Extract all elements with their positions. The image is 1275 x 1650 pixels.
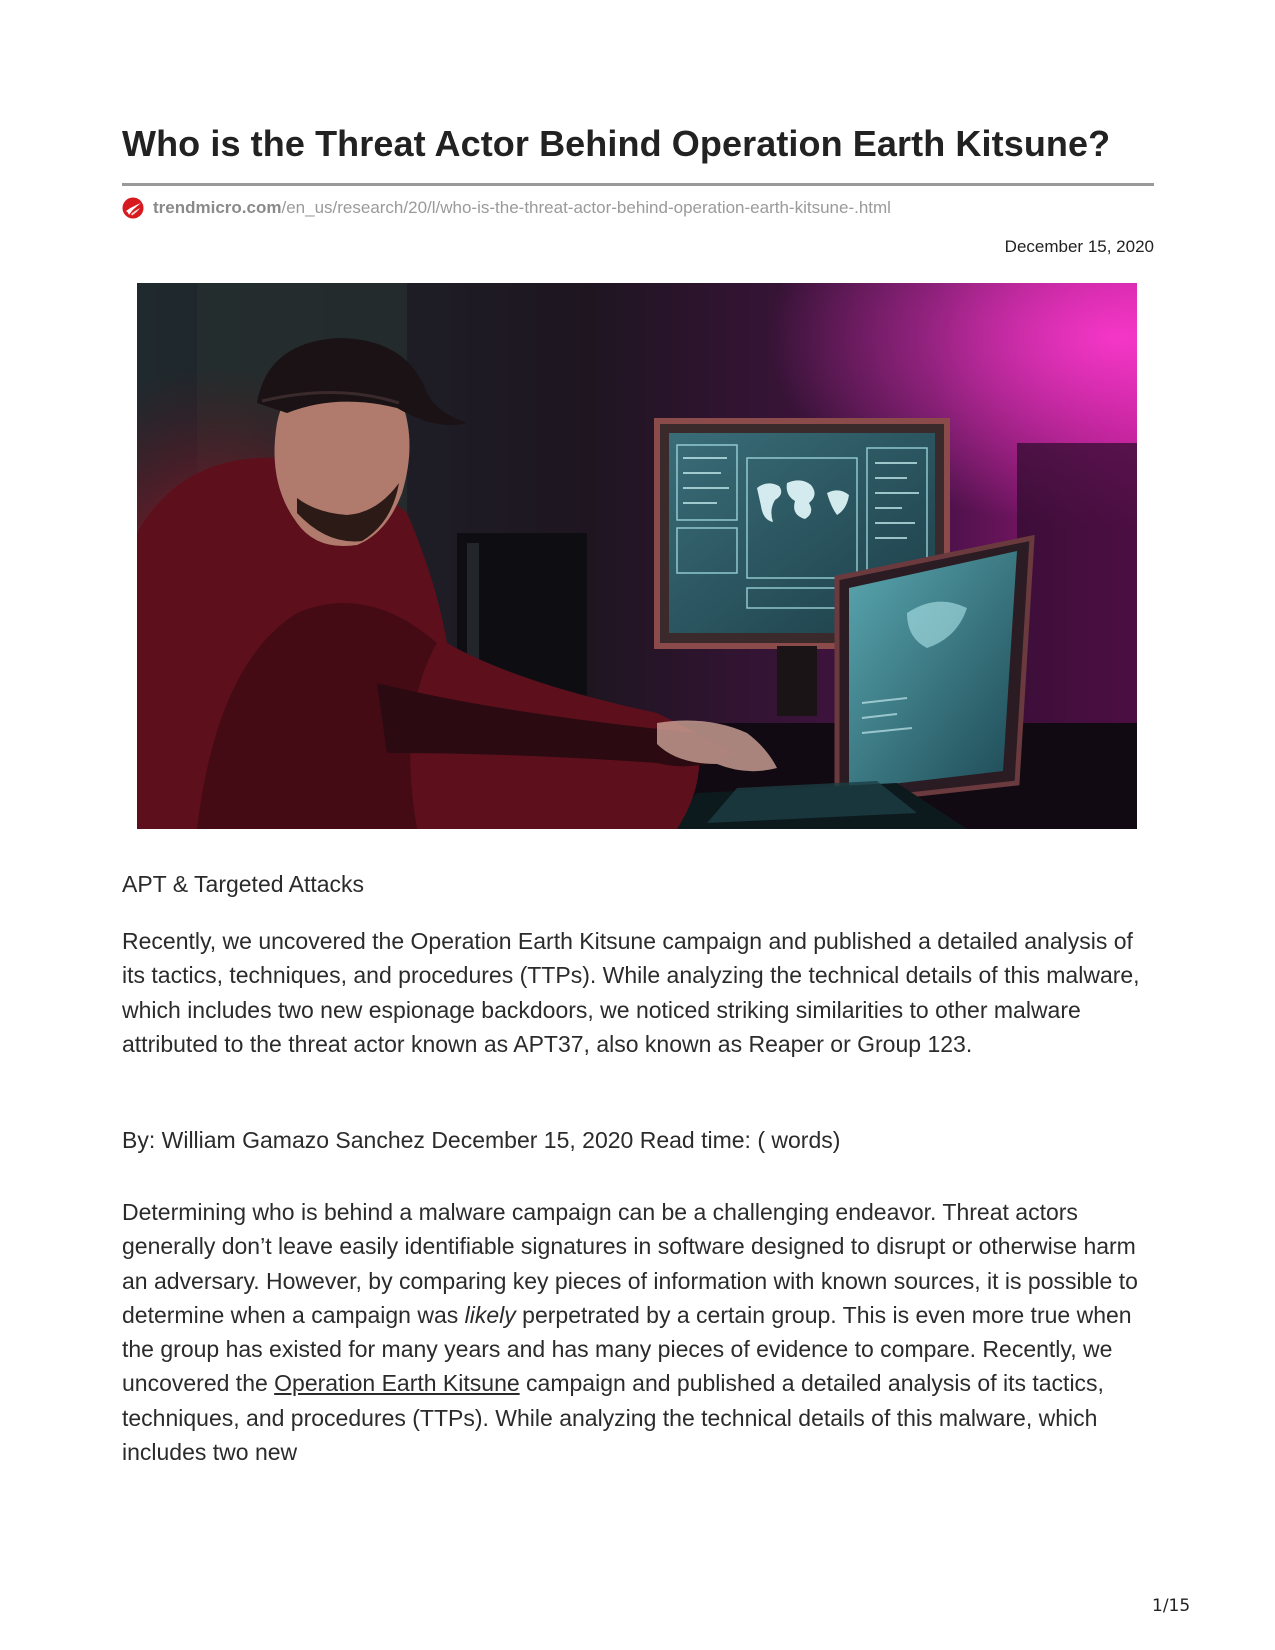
hacker-at-computers-image [137,283,1137,829]
source-domain[interactable]: trendmicro.com [153,198,282,217]
source-path[interactable]: /en_us/research/20/l/who-is-the-threat-actor-behind-operation-earth-kitsune-.html [281,198,891,217]
title-divider [122,183,1154,186]
body-emphasis: likely [464,1301,516,1328]
publish-date: December 15, 2020 [1004,237,1154,256]
article-body [122,1195,1154,1469]
body-text-part2: perpetrated by a certain group. This is even more true when the group has existed for many years and has many pieces of evidence to compare. Recently, we uncovered the [122,1301,1132,1397]
page-title: Who is the Threat Actor Behind Operation Earth Kitsune? [122,123,1111,164]
body-text-part3: campaign and published a detailed analysis of its tactics, techniques, and procedures (TTPs). While analyzing the technical details of this malware, which includes two new [122,1370,1104,1466]
operation-earth-kitsune-link[interactable]: Operation Earth Kitsune [274,1370,520,1397]
article-category[interactable]: APT & Targeted Attacks [122,871,365,897]
source-url[interactable] [122,196,891,220]
body-text-part1: Determining who is behind a malware campaign can be a challenging endeavor. Threat actors generally don’t leave easily identifiable signatures in software designed to disrupt or otherwise harm an adversary. However, by comparing key pieces of information with known sources, it is possible to determine when a campaign was [122,1199,1138,1328]
article-byline: By: William Gamazo Sanchez December 15, 2020 Read time: ( words) [122,1127,841,1153]
article-summary: Recently, we uncovered the Operation Earth Kitsune campaign and published a detailed analysis of its tactics, techniques, and procedures (TTPs). While analyzing the technical details of this malware, which includes two new espionage backdoors, we noticed striking similarities to other malware attributed to the threat actor known as APT37, also known as Reaper or Group 123. [122,928,1140,1057]
trendmicro-logo-icon [122,197,144,219]
page-number: 1/15 [1152,1596,1191,1616]
